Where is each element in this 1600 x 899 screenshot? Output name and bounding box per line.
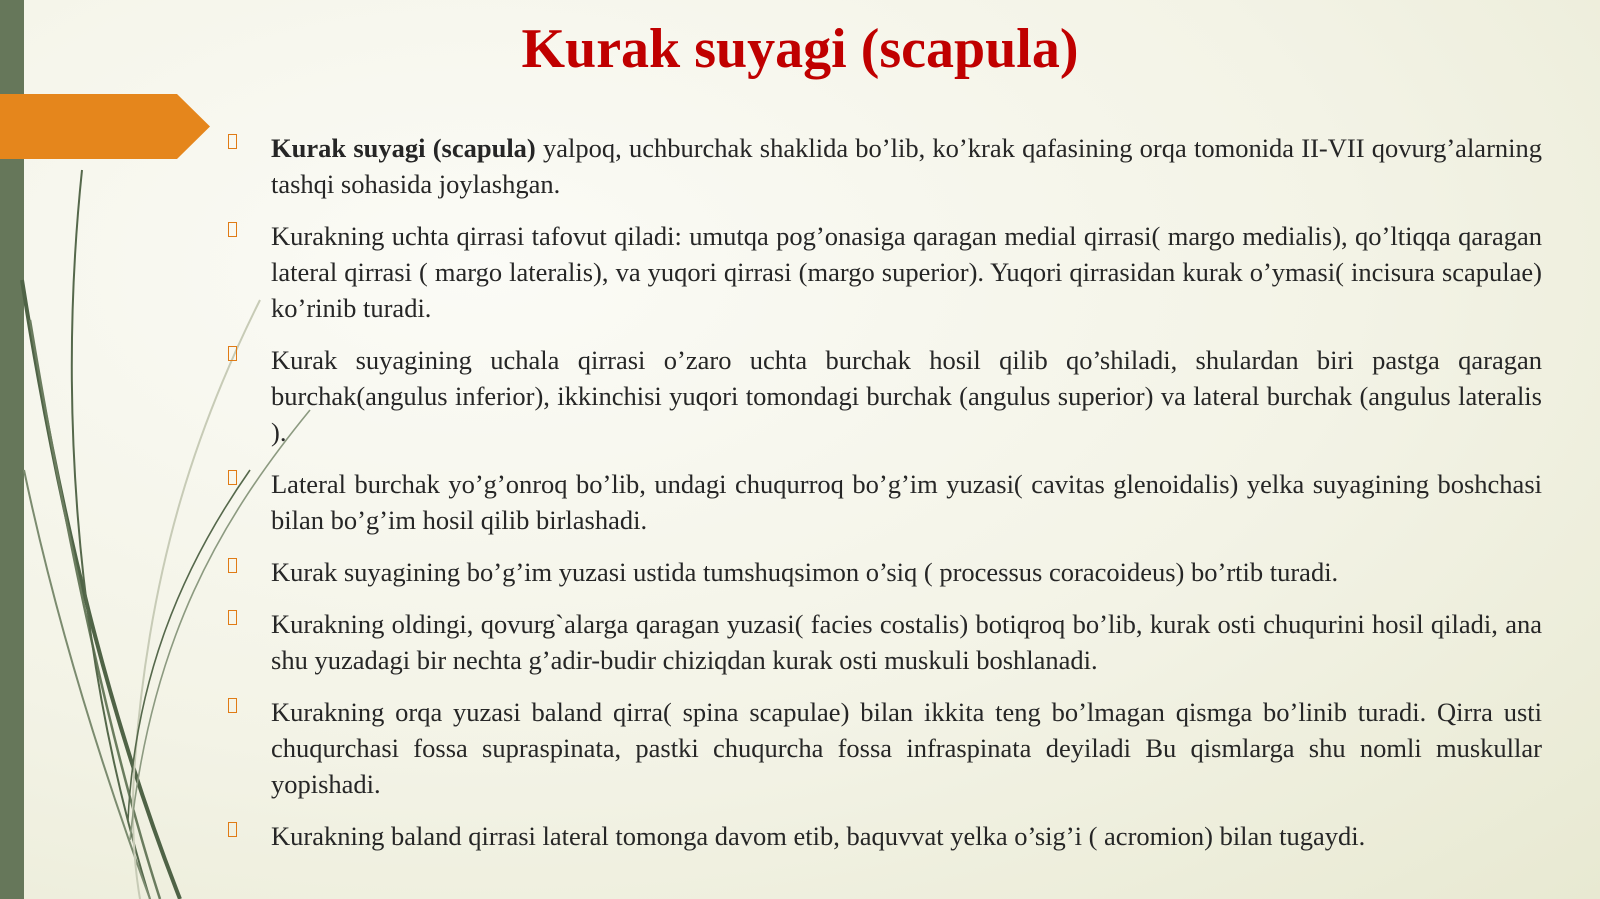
bullet-item <box>228 342 1542 450</box>
square-bullet-icon <box>228 610 237 625</box>
bullet-text: Lateral burchak yo’g’onroq bo’lib, undagi chuqurroq bo’g’im yuzasi( cavitas glenoidalis) yelka suyagining boshchasi bilan bo’g’im hosil qilib birlashadi. <box>271 469 1542 535</box>
bullet-text: Kurakning uchta qirrasi tafovut qiladi: umutqa pog’onasiga qaragan medial qirrasi( margo medialis), qo’ltiqqa qaragan lateral qirrasi ( margo lateralis), va yuqori qirrasi (margo superior). Yuqori qirrasidan kurak o’ymasi( incisura scapulae) ko’rinib turadi. <box>271 221 1542 323</box>
square-bullet-icon <box>228 134 237 149</box>
bullet-item <box>228 554 1542 590</box>
square-bullet-icon <box>228 558 237 573</box>
bullet-list <box>228 130 1542 870</box>
bullet-item <box>228 466 1542 538</box>
bullet-text: Kurak suyagining bo’g’im yuzasi ustida tumshuqsimon o’siq ( processus coracoideus) bo’rtib turadi. <box>271 557 1339 587</box>
square-bullet-icon <box>228 698 237 713</box>
bullet-text: yalpoq, uchburchak shaklida bo’lib, ko’krak qafasining orqa tomonida II-VII qovurg’alarning tashqi sohasida joylashgan. <box>271 133 1543 199</box>
square-bullet-icon <box>228 470 237 485</box>
bullet-item <box>228 130 1542 202</box>
bullet-lead-text: Kurak suyagi (scapula) <box>271 133 536 163</box>
orange-arrow-tab <box>0 94 210 159</box>
bullet-item <box>228 694 1542 802</box>
bullet-text: Kurakning oldingi, qovurg`alarga qaragan yuzasi( facies costalis) botiqroq bo’lib, kurak osti chuqurini hosil qiladi, ana shu yuzadagi bir nechta g’adir-budir chiziqdan kurak osti muskuli boshlanadi. <box>271 609 1542 675</box>
bullet-text: Kurakning baland qirrasi lateral tomonga davom etib, baquvvat yelka o’sig’i ( acromion) bilan tugaydi. <box>271 821 1366 851</box>
bullet-item <box>228 606 1542 678</box>
square-bullet-icon <box>228 222 237 237</box>
bullet-item <box>228 218 1542 326</box>
bullet-item <box>228 818 1542 854</box>
square-bullet-icon <box>228 346 237 361</box>
slide-title: Kurak suyagi (scapula) <box>521 18 1079 80</box>
bullet-text: Kurakning orqa yuzasi baland qirra( spina scapulae) bilan ikkita teng bo’lmagan qismga bo’linib turadi. Qirra usti chuqurchasi fossa supraspinata, pastki chuqurcha fossa infraspinata deyiladi Bu qismlarga shu nomli muskullar yopishadi. <box>271 697 1542 799</box>
square-bullet-icon <box>228 822 237 837</box>
bullet-text: Kurak suyagining uchala qirrasi o’zaro uchta burchak hosil qilib qo’shiladi, shulardan biri pastga qaragan burchak(angulus inferior), ikkinchisi yuqori tomondagi burchak (angulus superior) va lateral burchak (angulus lateralis ). <box>271 345 1542 447</box>
